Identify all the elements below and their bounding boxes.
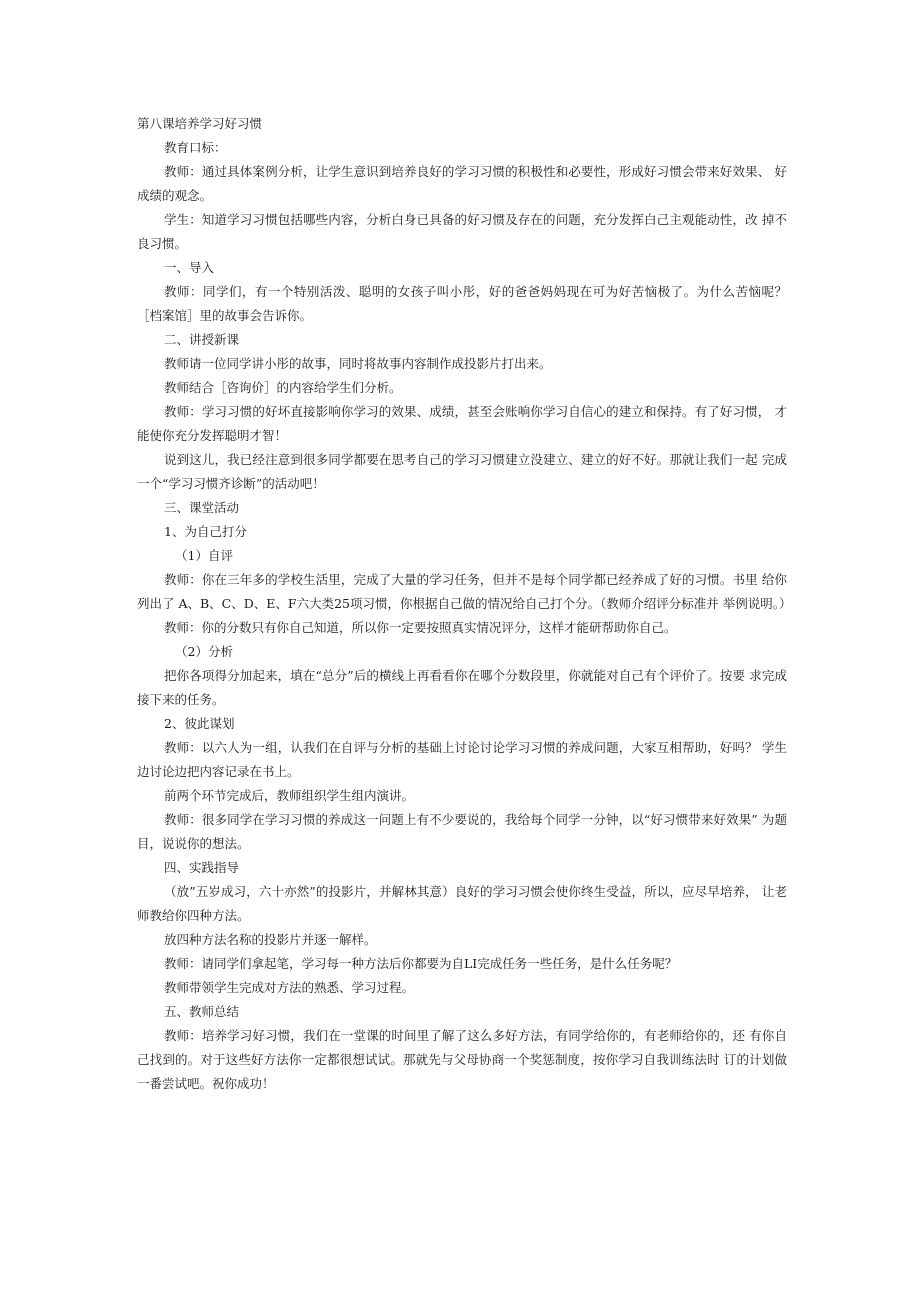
- paragraph: 教师：以六人为一组，认我们在自评与分析的基础上讨论讨论学习习惯的养成问题，大家互相帮助，好吗？ 学生边讨论边把内容记录在书上。: [137, 740, 787, 779]
- paragraph: 说到这儿，我已经注意到很多同学都要在思考自己的学习习惯建立没建立、建立的好不好。那就让我们一起 完成一个“学习习惯齐诊断”的活动吧！: [137, 452, 787, 491]
- paragraph: 前两个环节完成后，教师组织学生组内演讲。: [164, 788, 415, 803]
- section-heading: 二、讲授新课: [164, 332, 240, 347]
- section-heading: 2、彼此谋划: [164, 716, 235, 731]
- section-heading: 四、实践指导: [164, 860, 240, 875]
- paragraph: 教师：你在三年多的学校生活里，完成了大量的学习任务，但并不是每个同学都已经养成了好的习惯。书里 给你列出了 A、B、C、D、E、F六大类25项习惯，你根据自己做的情况给自己打个分。（教师介绍评分标准并 举例说明。）: [137, 572, 792, 611]
- paragraph: 教师：同学们，有一个特别活泼、聪明的女孩子叫小彤，好的爸爸妈妈现在可为好苦恼极了。为什么苦恼呢？ ［档案馆］里的故事会告诉你。: [137, 284, 787, 323]
- section-heading: 教育口标：: [164, 140, 227, 155]
- section-heading: 1、为自己打分: [164, 524, 247, 539]
- paragraph: 把你各项得分加起来，填在“总分”后的横线上再看看你在哪个分数段里，你就能对自己有个评价了。按要 求完成接下来的任务。: [137, 668, 787, 707]
- subheading: （1）自评: [175, 548, 233, 563]
- paragraph: 教师：学习习惯的好坏直接影响你学习的效果、成绩，甚至会账响你学习自信心的建立和保持。有了好习惯， 才能使你充分发挥聪明才智！: [137, 404, 787, 443]
- paragraph: 教师：请同学们拿起笔，学习每一种方法后你都要为自LI完成任务一些任务，是什么任务呢？: [164, 956, 678, 971]
- paragraph: 教师：很多同学在学习习惯的养成这一问题上有不少要说的，我给每个同学一分钟，以“好习惯带来好效果” 为题目，说说你的想法。: [137, 812, 787, 851]
- paragraph: （放”五岁成习，六十亦然”的投影片，并解林其意）良好的学习习惯会使你终生受益，所以，应尽早培养， 让老师教给你四种方法。: [137, 884, 787, 923]
- paragraph: 教师：通过具体案例分析，让学生意识到培养良好的学习习惯的积极性和必要性，形成好习惯会带来好效果、 好成绩的观念。: [137, 164, 787, 203]
- document-body: [137, 112, 792, 1096]
- paragraph: 教师请一位同学讲小彤的故事，同时将故事内容制作成投影片打出来。: [164, 356, 552, 371]
- section-heading: 三、课堂活动: [164, 500, 240, 515]
- paragraph: 学生：知道学习习惯包括哪些内容，分析白身已具备的好习惯及存在的问题，充分发挥白己主观能动性，改 掉不良习惯。: [137, 212, 787, 251]
- paragraph-list: [137, 136, 792, 1096]
- section-heading: 一、导入: [164, 260, 215, 275]
- subheading: （2）分析: [175, 644, 233, 659]
- paragraph: 放四种方法名称的投影片并逐一解样。: [164, 932, 377, 947]
- paragraph: 教师带领学生完成对方法的熟悉、学习过程。: [164, 980, 415, 995]
- document-title: 第八课培养学习好习惯: [137, 116, 263, 131]
- paragraph: 教师：你的分数只有你自己知道，所以你一定要按照真实情况评分，这样才能研帮助你自己。: [164, 620, 677, 635]
- section-heading: 五、教师总结: [164, 1004, 240, 1019]
- paragraph: 教师结合［咨询价］的内容给学生们分析。: [164, 380, 402, 395]
- paragraph: 教师：培养学习好习惯，我们在一堂课的时间里了解了这么多好方法，有同学给你的，有老师给你的，还 有你自己找到的。对于这些好方法你一定都很想试试。那就先与父母协商一个奖惩制度，按你学习自我训练法时 订的计划做一番尝试吧。祝你成功！: [137, 1028, 787, 1091]
